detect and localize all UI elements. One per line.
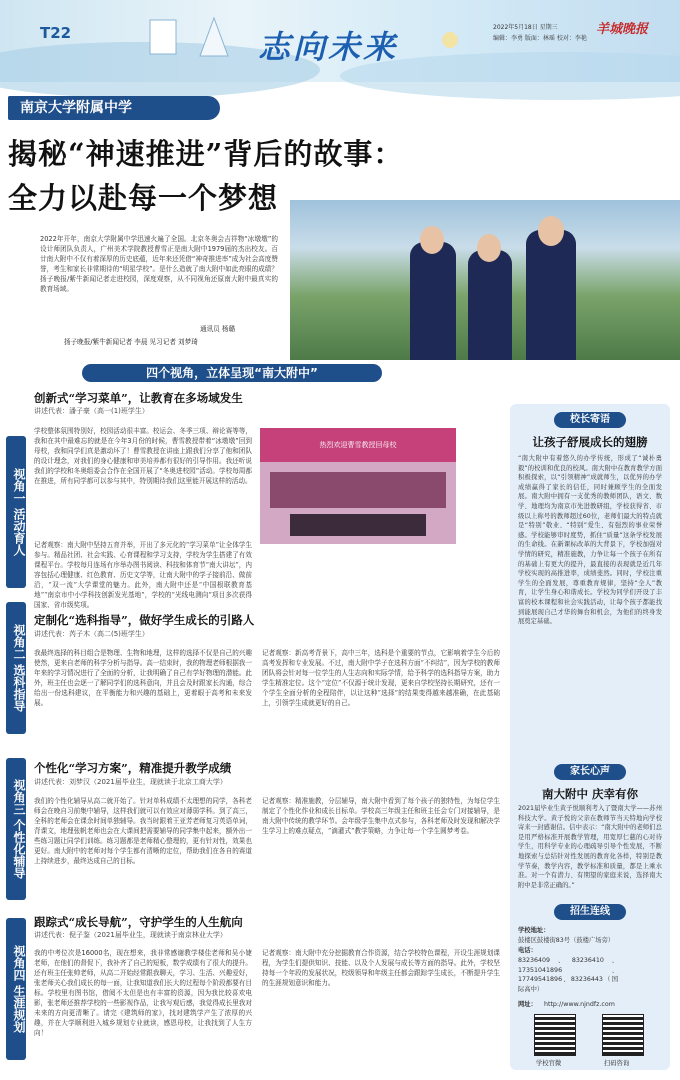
section-2-narrator: 讲述代表：芮子木（高二(5)班学生） [34, 630, 149, 638]
perspective-tab-1: 视角一 活动育人 [6, 436, 26, 588]
principal-body: “南大附中有着悠久的办学传统，形成了“诚朴勇毅”的校训和优良的校风。南大附中在教育教学方面积极探索，以“引领精神”成就师生，以优异的办学成绩赢得了家长的信任，同时兼顾学生的全面发展。南大附中拥有一支优秀的教师团队，语文、数学、地理均为南京市先进教研组，学校获得省、市级以上称号的教师超过60位，老师们最大的特点就是“特别”敬业、“特别”爱生、有强烈的事业荣誉感。学校能够审时度势，抓住“质量”这条学校发展的生命线。在新课标改革的大背景下，学校加强对学情的研究，精准施教，力争让每一个孩子在所有的基础上有更大的提升，最直接的表现就是近几年学校实现的高推进率，成绩斐然。同时，学校注重学生的全面发展，尊重教育规律，坚持“全人”教育，让学生身心和谐成长。学校为同学们开设了丰富的校本课程和社会实践活动，让每个孩子都能找到能展现自己才华的舞台和机会，为他们的终身发展奠定基础。 [518, 455, 662, 626]
parent-title: 南大附中 庆幸有你 [541, 787, 638, 801]
phone-values: 83236409、83236410、17351041896、17749541896、83236443（国际高中） [518, 957, 618, 993]
section-1-observation-cont [260, 550, 500, 584]
student-figure [526, 230, 576, 360]
section-2-title: 定制化“选科指导”，做好学生成长的引路人 [34, 613, 255, 627]
lead-paragraph: 2022年开年，南京大学附属中学迅速火遍了全国。北京冬奥会吉祥物“冰墩墩”的设计师团队负责人，广州美术学院教授曹雪正是南大附中1979届的杰出校友。百廿南大附中不仅有着深厚的历史底蕴，近年来还凭借“神奇推进率”成为社会高度赞誉，考生和家长非常期待的“明星学校”。是什么造就了南大附中如此亮眼的成绩？扬子晚报/紫牛新闻记者走进校园，深度观察，从不同视角还原南大附中最真实的教育场域。 [40, 235, 278, 293]
event-banner: 热烈欢迎曹雪教授回母校 [260, 428, 456, 462]
perspective-tab-2: 视角二 选科指导 [6, 602, 26, 734]
website-link[interactable]: http://www.njndfz.com [544, 1001, 615, 1008]
parent-body: 2021届毕业生黄子悦顺利考入了暨南大学——苏州科技大学。黄子悦的父亲在教师节当天特地向学校寄来一封感谢信。信中表示：“南大附中的老师们总是用严格标准开展教学管理，用宽厚仁慈的心对待学生，用科学专业的心理疏导引导个性发展，不断地探索与总结针对性发展的教育化各样，特别是教学节奏，教学内容，教学标准和质量，都是上乘水准。对一个有潜力、有期望的家庭来说，选择南大附中是非常正确的。” [518, 805, 662, 889]
section-1-narrator: 讲述代表：潘子豪（高一(1)班学生） [34, 407, 149, 415]
student-head [420, 226, 444, 254]
section-1-title: 创新式“学习菜单”，让教育在多场域发生 [34, 391, 243, 405]
students-photo [290, 200, 680, 360]
address-label: 学校地址： [518, 927, 550, 934]
address-value: 鼓楼区鼓楼街83号（鼓楼广场旁） [518, 937, 615, 944]
section-2-body: 我最终选择的科目组合是物理、生物和地理，这样的选择不仅是自己的兴趣使然，更来自老师的科学分析与指导。高一结束时，我的物理老师根据我一年来的学习情况进行了全面的分析，让我明确了自己有学好物理的潜能。此外，班主任也会逐一了解同学们的选科意向，并且会及时跟家长沟通，综合给出一份选科建议，在平衡能力和兴趣的基础上，更着眼于高考和未来发展。 [34, 649, 252, 707]
school-tag: 南京大学附属中学 [8, 96, 220, 120]
event-photo [260, 428, 456, 544]
byline-correspondent: 通讯员 杨璐 [200, 325, 236, 333]
section-2-observation: 记者观察：新高考背景下，高中三年，选科是个重要的节点，它影响着学生今后的高考发挥和专业发展。不过，南大附中学子在选科方面“不纠结”，因为学校的教师团队将会针对每一位学生的人生志向和实际学情，给予科学的选科指导方案，助力学生精准定位。这个“定位”不仅源于统计发现，更来自学校坚持长期研究，还有一个学生全面分析的全程陪伴，以让这种“选择”的结果变得越来越准确，在此基础上，引领学生成就更好的自己。 [262, 649, 500, 707]
contact-tag: 招生连线 [554, 904, 626, 920]
section-3-narrator: 讲述代表：刘梦汉（2021届毕业生，现就读于北京工商大学） [34, 778, 227, 786]
newspaper-logo: 羊城晚报 [596, 22, 649, 37]
editor-line: 编辑：李勇 版面：林瑶 校对：李艳 [493, 35, 587, 42]
qr-code-consult[interactable] [602, 1014, 644, 1056]
section-1-observation: 记者观察：南大附中坚持五育并举，开出了多元化的“学习菜单”让全体学生参与。精品社团、社会实践、心育课程和学习支持，学校为学生搭建了有效课程平台。学校每月连场有序举办图书阅读、科技和体育节“南大讲坛”，内容包括心理健康、红色教育、历史文学等，让南大附中的学子接前沿、做前沿，“双一流”大学课堂的魅力。此外，南大附中还是“中国根联教育基地”“南京市中小学科技创新发光基地”，学校的“光线电测向”项目多次获得国家、省市级奖项。 [34, 541, 252, 609]
student-figure [468, 250, 512, 360]
parent-tag: 家长心声 [554, 764, 626, 780]
website-label: 网址： [518, 1001, 537, 1008]
headline-line-2: 全力以赴每一个梦想 [8, 181, 279, 215]
section-4-narrator: 讲述代表：倪子鉴（2021届毕业生，现就读于南京林业大学） [34, 931, 227, 939]
section-band: 四个视角，立体呈现“南大附中” [82, 364, 382, 382]
section-3-title: 个性化“学习方案”，精准提升教学成绩 [34, 761, 232, 775]
section-3-body: 我们的个性化辅导从高二就开始了。针对单科成绩不太理想的同学，各科老师会在晚自习前集中辅导，这样我们就可以有效应对薄弱学科。到了高三，全科的老师会在课余时间单独辅导。我当时跟着王亚芳老师复习英语单词，背课文，地理张帆老师也会在大课间把需要辅导的同学集中起来，额外出一些练习题让同学们训练。练习题都是老师精心整理的，更有针对性，效果也更好。南大附中的老师对每个学生都有清晰的定位，帮助我们在各自的赛道上持续进步，最终达成自己的目标。 [34, 797, 252, 865]
student-head [538, 216, 564, 246]
section-4-title: 跟踪式“成长导航”，守护学生的人生航向 [34, 915, 243, 929]
page-number: T22 [40, 24, 72, 42]
masthead-title: 志向未来 [258, 28, 399, 66]
qr-label-official: 学校官微 [536, 1060, 562, 1067]
front-table [290, 514, 426, 536]
qr-code-official[interactable] [534, 1014, 576, 1056]
perspective-tab-3: 视角三 个性化辅导 [6, 758, 26, 900]
byline-reporters: 扬子晚报/紫牛新闻记者 李晨 见习记者 刘梦琦 [64, 338, 198, 346]
principal-tag: 校长寄语 [554, 412, 626, 428]
section-3-observation: 记者观察：精准施教，分层辅导，南大附中看到了每个孩子的独特性，为每位学生制定了个性化作业和成长目标单。学校高三年级主任和班主任会专门对接辅导，是南大附中传统的教学环节。会年级学生集中点式参与，各科老师及时发现和解决学生学习上的难点疑点，“滴灌式”教学策略，力争让每一个学生圆梦考卷。 [262, 797, 500, 835]
date-line: 2022年5月18日 星期三 [493, 24, 558, 31]
student-head [477, 234, 501, 262]
principal-title: 让孩子舒展成长的翅膀 [532, 435, 648, 449]
phone-label: 电话： [518, 947, 537, 954]
section-4-observation: 记者观察：南大附中充分挖掘教育合作资源，结合学校特色课程，开设生涯规划课程，为学生们提供知识、技能、以及个人发展与成长等方面的指导。此外，学校坚持每一个年段的发展状况，校级领导和年级主任都会跟踪学生成长，不断提升学生的生涯规划意识和能力。 [262, 949, 500, 987]
headline-line-1: 揭秘“神速推进”背后的故事： [8, 137, 404, 171]
student-figure [410, 242, 456, 360]
people-row [270, 472, 446, 508]
section-4-body: 我的中考位次是16000名，现在想来，我非常感谢教学楼佳老师和吴小婕老师，在他们的督促下，我补齐了自己的短板，数学成绩有了很大的提升。还有班主任张帅老师，从高二开始经常跟我聊天，学习、生活、兴趣爱好，张老师关心我们成长的每一面，让我知道我们长大的过程每个阶段都要有目标。学校里有图书馆，借阅不太但是也有丰富的资源，因为我比较喜欢电影，张老师还推荐学校的一些影视作品，让我写观后感，我觉得成长里我对未来的方向更清晰了。请完《建筑师的家》，找对建筑学产生了浓厚的兴趣，并在大学顺利进入城乡规划专业就读，感恩母校，让我找到了人生方向！ [34, 949, 252, 1037]
qr-label-consult: 扫码咨询 [604, 1060, 630, 1067]
sidebar [510, 404, 670, 1070]
page-header [0, 0, 680, 82]
section-1-body: 学校整体氛围特别好，校园活动很丰富。校运会、冬季三项、辩论赛等等，我和在其中最难忘的就是在今年3月份的时候，曹雪教授带着“冰墩墩”回到母校，我和同学们真是激动坏了！曹雪教授在讲座上跟我们分享了他和团队的设计理念，对我们的身心健康和审美培养都有很好的引导作用。我还听说我们的学校和冬奥组委会合作在全国开展了“冬奥进校园”活动。学校每周都在推进，所有同学都可以参与其中，特别期待我们这里能开展这样的活动。 [34, 427, 252, 485]
perspective-tab-4: 视角四 生涯规划 [6, 918, 26, 1060]
